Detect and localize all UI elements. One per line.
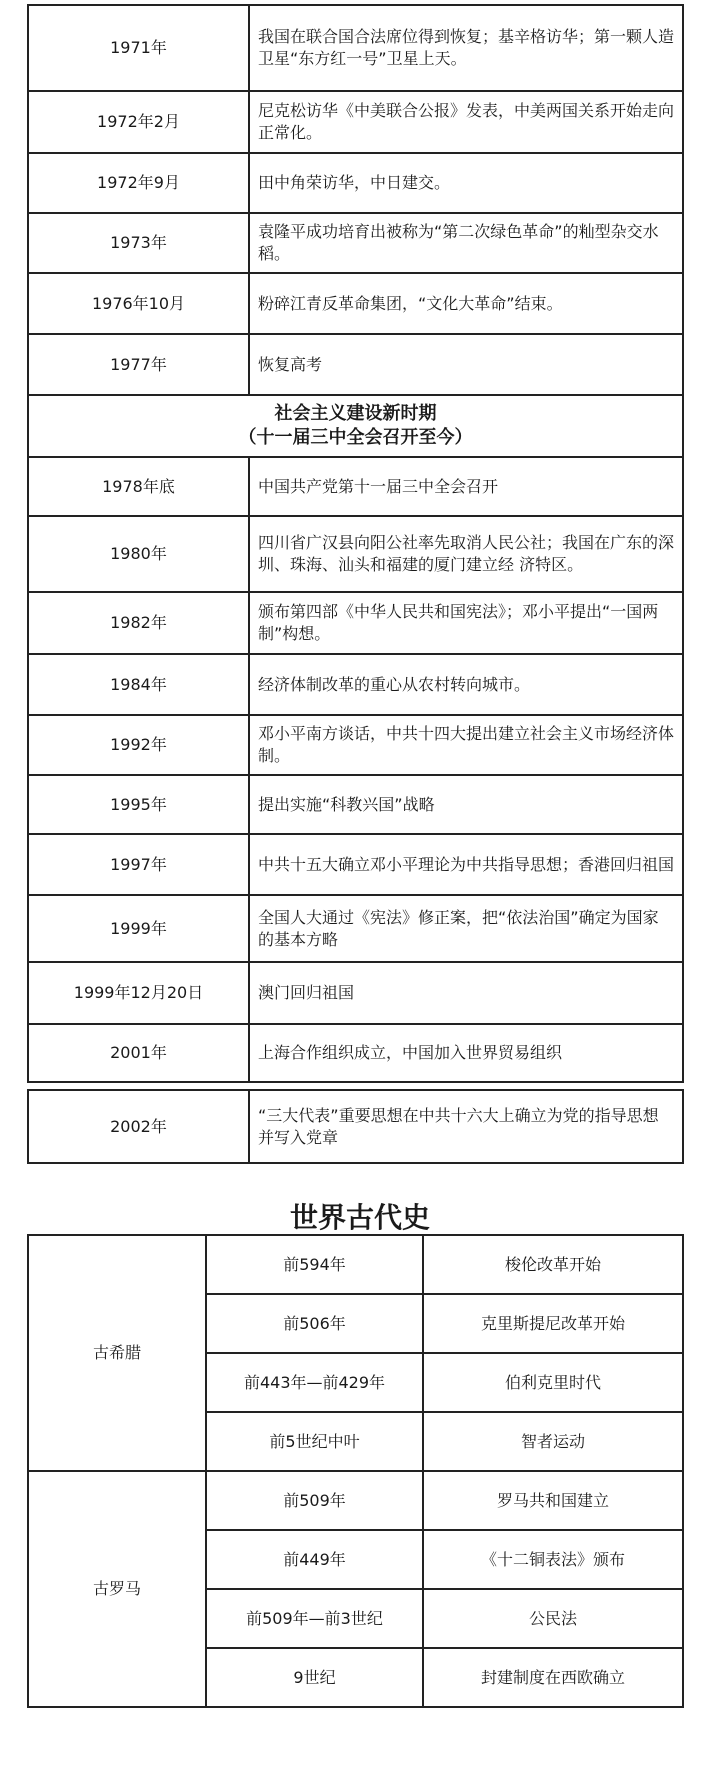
table-row (28, 213, 683, 273)
table-row (28, 775, 683, 834)
event-cell: 智者运动 (423, 1412, 683, 1471)
event-cell: 恢复高考 (249, 334, 683, 395)
event-cell: 田中角荣访华，中日建交。 (249, 153, 683, 213)
event-cell: 公民法 (423, 1589, 683, 1648)
date-cell: 前509年 (206, 1471, 423, 1530)
table-row (28, 895, 683, 962)
modern-history-table (27, 4, 684, 1083)
event-cell: 四川省广汉县向阳公社率先取消人民公社；我国在广东的深圳、珠海、汕头和福建的厦门建立经 济特区。 (249, 516, 683, 592)
table-row (28, 1471, 683, 1530)
table-2002 (27, 1089, 684, 1164)
date-cell: 1973年 (28, 213, 249, 273)
event-cell: 中共十五大确立邓小平理论为中共指导思想；香港回归祖国 (249, 834, 683, 895)
date-cell: 1999年 (28, 895, 249, 962)
event-cell: 邓小平南方谈话，中共十四大提出建立社会主义市场经济体制。 (249, 715, 683, 775)
period-title: 社会主义建设新时期 (274, 403, 437, 424)
table-row (28, 1235, 683, 1294)
date-cell: 前449年 (206, 1530, 423, 1589)
table-row (28, 834, 683, 895)
date-cell: 2002年 (28, 1090, 249, 1163)
table-row (28, 654, 683, 715)
date-cell: 1972年2月 (28, 91, 249, 153)
date-cell: 1984年 (28, 654, 249, 715)
period-subtitle: （十一届三中全会召开至今） (238, 427, 473, 448)
event-cell: 经济体制改革的重心从农村转向城市。 (249, 654, 683, 715)
date-cell: 1971年 (28, 5, 249, 91)
event-cell: 我国在联合国合法席位得到恢复；基辛格访华；第一颗人造卫星“东方红一号”卫星上天。 (249, 5, 683, 91)
date-cell: 9世纪 (206, 1648, 423, 1707)
date-cell: 1977年 (28, 334, 249, 395)
date-cell: 前509年—前3世纪 (206, 1589, 423, 1648)
event-cell: “三大代表”重要思想在中共十六大上确立为党的指导思想并写入党章 (249, 1090, 683, 1163)
date-cell: 1978年底 (28, 457, 249, 516)
date-cell: 1980年 (28, 516, 249, 592)
event-cell: 袁隆平成功培育出被称为“第二次绿色革命”的籼型杂交水稻。 (249, 213, 683, 273)
date-cell: 1976年10月 (28, 273, 249, 334)
table-row (28, 1024, 683, 1082)
civilization-cell: 古罗马 (28, 1471, 206, 1707)
ancient-history-table (27, 1234, 684, 1708)
date-cell: 1972年9月 (28, 153, 249, 213)
event-cell: 澳门回归祖国 (249, 962, 683, 1024)
period-header-row (28, 395, 683, 457)
table-row (28, 457, 683, 516)
table-row (28, 516, 683, 592)
table-row (28, 334, 683, 395)
event-cell: 提出实施“科教兴国”战略 (249, 775, 683, 834)
table-row (28, 91, 683, 153)
date-cell: 前506年 (206, 1294, 423, 1353)
table-row (28, 153, 683, 213)
date-cell: 1992年 (28, 715, 249, 775)
table-row (28, 715, 683, 775)
date-cell: 2001年 (28, 1024, 249, 1082)
event-cell: 全国人大通过《宪法》修正案，把“依法治国”确定为国家的基本方略 (249, 895, 683, 962)
event-cell: 颁布第四部《中华人民共和国宪法》；邓小平提出“一国两制”构想。 (249, 592, 683, 654)
date-cell: 1997年 (28, 834, 249, 895)
event-cell: 克里斯提尼改革开始 (423, 1294, 683, 1353)
table-row (28, 5, 683, 91)
date-cell: 前594年 (206, 1235, 423, 1294)
table-row (28, 273, 683, 334)
event-cell: 粉碎江青反革命集团，“文化大革命”结束。 (249, 273, 683, 334)
table-row (28, 592, 683, 654)
event-cell: 封建制度在西欧确立 (423, 1648, 683, 1707)
event-cell: 上海合作组织成立，中国加入世界贸易组织 (249, 1024, 683, 1082)
table-row (28, 1090, 683, 1163)
period-header (28, 395, 683, 457)
civilization-cell: 古希腊 (28, 1235, 206, 1471)
section-title: 世界古代史 (289, 1201, 430, 1234)
event-cell: 尼克松访华《中美联合公报》发表，中美两国关系开始走向正常化。 (249, 91, 683, 153)
date-cell: 1995年 (28, 775, 249, 834)
date-cell: 1999年12月20日 (28, 962, 249, 1024)
date-cell: 前5世纪中叶 (206, 1412, 423, 1471)
table-row (28, 962, 683, 1024)
date-cell: 1982年 (28, 592, 249, 654)
event-cell: 罗马共和国建立 (423, 1471, 683, 1530)
event-cell: 伯利克里时代 (423, 1353, 683, 1412)
event-cell: 梭伦改革开始 (423, 1235, 683, 1294)
event-cell: 中国共产党第十一届三中全会召开 (249, 457, 683, 516)
event-cell: 《十二铜表法》颁布 (423, 1530, 683, 1589)
date-cell: 前443年—前429年 (206, 1353, 423, 1412)
